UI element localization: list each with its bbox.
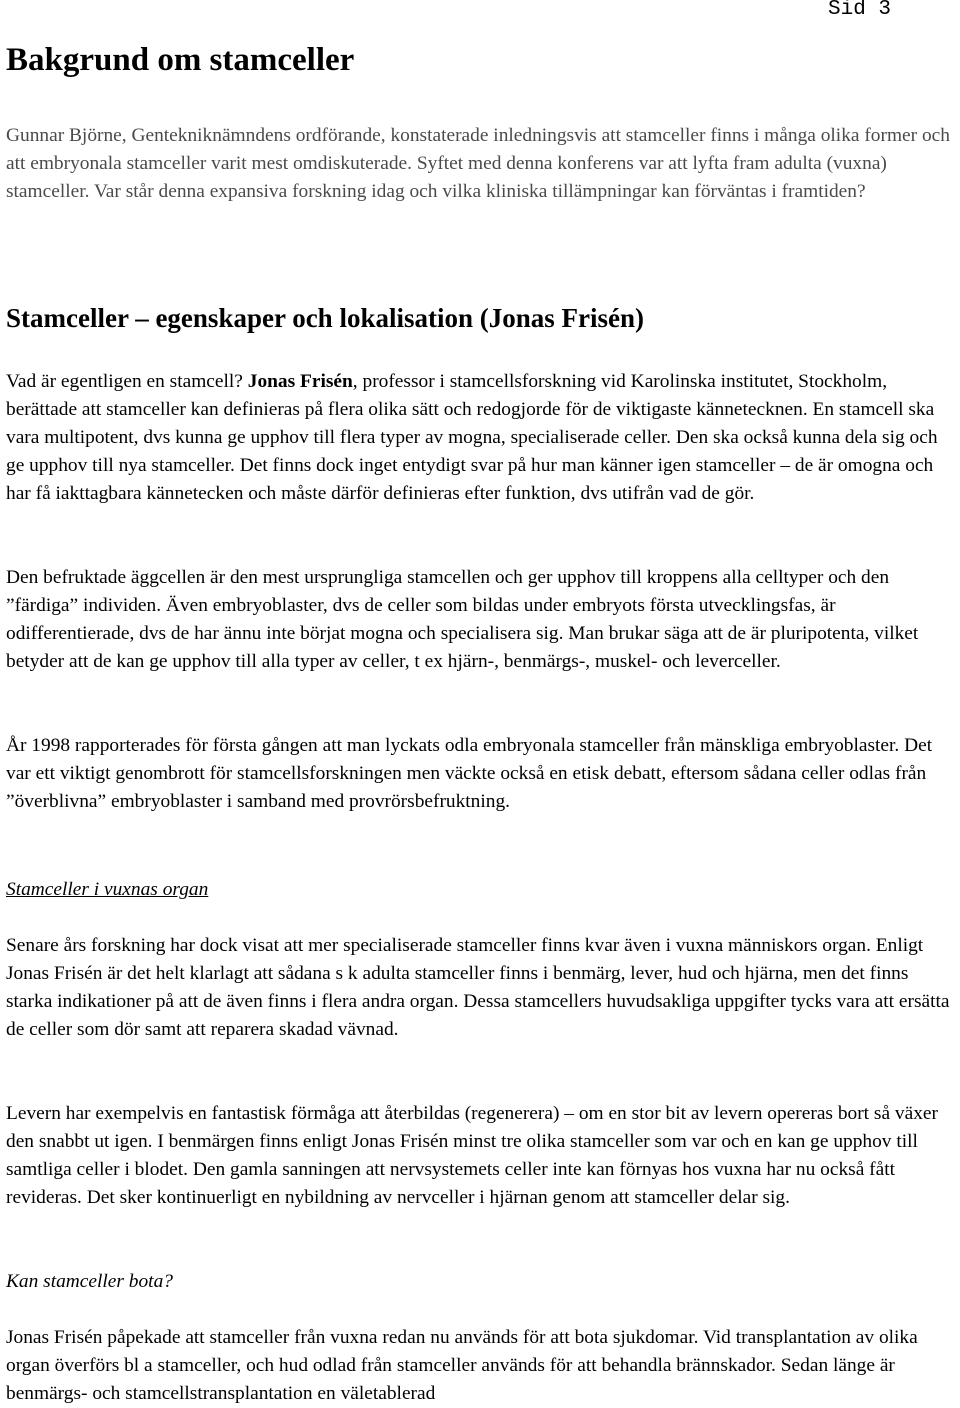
- intro-sentence-2: Syftet med denna konferens var att lyfta fram adulta (vuxna) stamceller. Var står denna expansiva forskning idag och vilka kliniska tillämpningar kan förväntas i framtiden?: [6, 153, 887, 202]
- subheading-vuxnas-organ: Stamceller i vuxnas organ: [6, 879, 209, 900]
- intro-paragraph: [6, 122, 958, 206]
- section2-paragraph-2: Levern har exempelvis en fantastisk förmåga att återbildas (regenerera) – om en stor bit av levern opereras bort så växer den snabbt ut igen. I benmärgen finns enligt Jonas Frisén minst tre olika stamceller som var och en kan ge upphov till samtliga celler i blodet. Den gamla sanningen att nervsystemets celler inte kan förnyas hos vuxna har nu också fått revideras. Det sker kontinuerligt en nybildning av nervceller i hjärnan genom att stamceller delar sig.: [6, 1103, 938, 1208]
- section1-para1-body: , professor i stamcellsforskning vid Karolinska institutet, Stockholm, berättade att stamceller kan definieras på flera olika sätt och redogjorde för de viktigaste kännetecknen. En stamcell ska vara multipotent, dvs kunna ge upphov till flera typer av mogna, specialiserade celler. Den ska också kunna dela sig och ge upphov till nya stamceller. Det finns dock inget entydigt svar på hur man känner igen stamceller – de är omogna och har få iakttagbara kännetecken och måste därför definieras efter funktion, dvs utifrån vad de gör.: [6, 371, 938, 504]
- speaker-name: Jonas Frisén: [247, 371, 353, 392]
- document-title: Bakgrund om stamceller: [6, 42, 355, 78]
- page-number: Sid 3: [828, 0, 892, 21]
- section1-para1-intro: Vad är egentligen en stamcell?: [6, 371, 243, 392]
- section3-paragraph-1: Jonas Frisén påpekade att stamceller från vuxna redan nu används för att bota sjukdomar. Vid transplantation av olika organ överförs bl a stamceller, och hud odlad från stamceller används för att behandla brännskador. Sedan länge är benmärgs- och stamcellstransplantation en väletablerad: [6, 1327, 918, 1404]
- section1-paragraph-1: [6, 368, 958, 508]
- section1-paragraph-2: Den befruktade äggcellen är den mest ursprungliga stamcellen och ger upphov till kroppens alla celltyper och den ”färdiga” individen. Även embryoblaster, dvs de celler som bildas under embryots första utvecklingsfas, är odifferentierade, dvs de har ännu inte börjat mogna och specialisera sig. Man brukar säga att de är pluripotenta, vilket betyder att de kan ge upphov till alla typer av celler, t ex hjärn-, benmärgs-, muskel- och leverceller.: [6, 567, 919, 672]
- section1-paragraph-3: År 1998 rapporterades för första gången att man lyckats odla embryonala stamceller från mänskliga embryoblaster. Det var ett viktigt genombrott för stamcellsforskningen men väckte också en etisk debatt, eftersom sådana celler odlas från ”överblivna” embryoblaster i samband med provrörsbefruktning.: [6, 735, 933, 812]
- section2-paragraph-1: Senare års forskning har dock visat att mer specialiserade stamceller finns kvar även i vuxna människors organ. Enligt Jonas Frisén är det helt klarlagt att sådana s k adulta stamceller finns i benmärg, lever, hud och hjärna, men det finns starka indikationer på att de även finns i flera andra organ. Dessa stamcellers huvudsakliga uppgifter tycks vara att ersätta de celler som dör samt att reparera skadad vävnad.: [6, 935, 950, 1040]
- section-heading-egenskaper: Stamceller – egenskaper och lokalisation (Jonas Frisén): [6, 303, 644, 333]
- subheading-kan-stamceller-bota: Kan stamceller bota?: [6, 1271, 173, 1292]
- intro-sentence-1: Gunnar Björne, Gentekniknämndens ordförande, konstaterade inledningsvis att stamceller finns i många olika former och att embryonala stamceller varit mest omdiskuterade.: [6, 125, 950, 174]
